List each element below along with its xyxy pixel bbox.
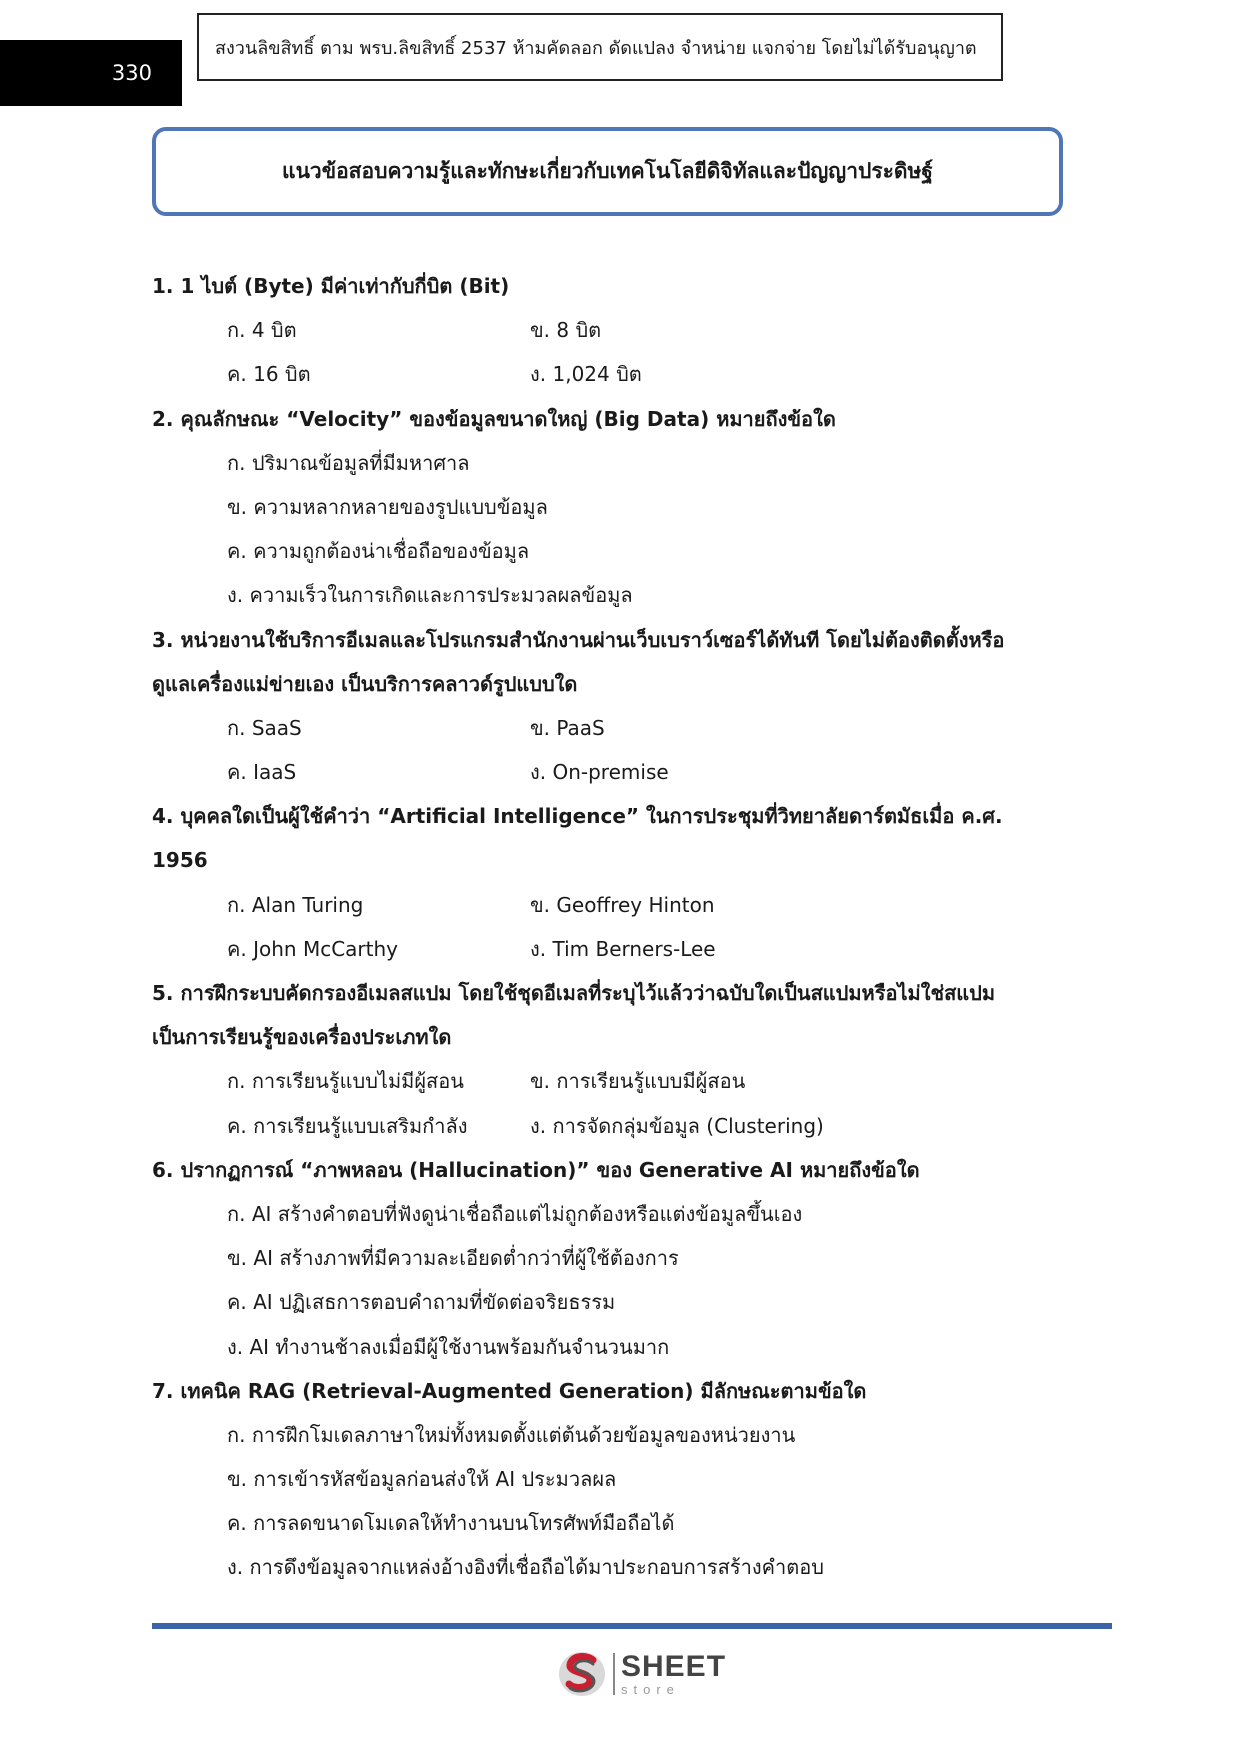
question-text-continued: เป็นการเรียนรู้ของเครื่องประเภทใด (152, 1025, 452, 1050)
option-d: ง. การดึงข้อมูลจากแหล่งอ้างอิงที่เชื่อถือได้มาประกอบการสร้างคำตอบ (227, 1555, 824, 1580)
question-5 (152, 971, 1072, 1148)
option-a: ก. AI สร้างคำตอบที่ฟังดูน่าเชื่อถือแต่ไม่ถูกต้องหรือแต่งข้อมูลขึ้นเอง (227, 1201, 803, 1226)
option-a: ก. Alan Turing (227, 892, 364, 917)
question-text: 4. บุคคลใดเป็นผู้ใช้คำว่า “Artificial Intelligence” ในการประชุมที่วิทยาลัยดาร์ตมัธเมื่อ ค.ศ. (152, 804, 1003, 829)
option-a: ก. ปริมาณข้อมูลที่มีมหาศาล (227, 450, 470, 475)
logo-name: SHEET (621, 1650, 727, 1683)
question-text: 6. ปรากฏการณ์ “ภาพหลอน (Hallucination)” ของ Generative AI หมายถึงข้อใด (152, 1157, 920, 1182)
logo-separator (613, 1653, 615, 1695)
option-c: ค. IaaS (227, 760, 297, 785)
question-1 (152, 264, 1072, 397)
question-text: 1. 1 ไบต์ (Byte) มีค่าเท่ากับกี่บิต (Bit) (152, 274, 510, 298)
option-c: ค. การเรียนรู้แบบเสริมกำลัง (227, 1113, 468, 1138)
question-4 (152, 794, 1072, 971)
option-b: ข. PaaS (530, 715, 605, 740)
logo-subtitle: store (621, 1682, 680, 1697)
option-d: ง. Tim Berners-Lee (530, 936, 716, 961)
question-text-continued: ดูแลเครื่องแม่ข่ายเอง เป็นบริการคลาวด์รูปแบบใด (152, 671, 578, 696)
question-6 (152, 1148, 1072, 1369)
option-b: ข. การเข้ารหัสข้อมูลก่อนส่งให้ AI ประมวลผล (227, 1467, 617, 1492)
question-2 (152, 397, 1072, 618)
sheet-store-logo (557, 1646, 732, 1702)
page-number: 330 (0, 40, 182, 106)
option-d: ง. On-premise (530, 760, 669, 785)
option-c: ค. ความถูกต้องน่าเชื่อถือของข้อมูล (227, 539, 530, 564)
option-b: ข. AI สร้างภาพที่มีความละเอียดต่ำกว่าที่ผู้ใช้ต้องการ (227, 1246, 679, 1271)
option-c: ค. การลดขนาดโมเดลให้ทำงานบนโทรศัพท์มือถือได้ (227, 1511, 675, 1536)
option-b: ข. การเรียนรู้แบบมีผู้สอน (530, 1069, 746, 1094)
option-c: ค. AI ปฏิเสธการตอบคำถามที่ขัดต่อจริยธรรม (227, 1290, 616, 1315)
question-7 (152, 1369, 1072, 1590)
option-b: ข. 8 บิต (530, 318, 602, 343)
option-b: ข. Geoffrey Hinton (530, 892, 715, 917)
sheet-store-s-logo-icon (557, 1648, 607, 1700)
question-3 (152, 618, 1072, 795)
question-text: 2. คุณลักษณะ “Velocity” ของข้อมูลขนาดใหญ่ (Big Data) หมายถึงข้อใด (152, 406, 836, 431)
option-c: ค. John McCarthy (227, 936, 398, 961)
question-text: 7. เทคนิค RAG (Retrieval-Augmented Generation) มีลักษณะตามข้อใด (152, 1378, 867, 1403)
question-text: 5. การฝึกระบบคัดกรองอีเมลสแปม โดยใช้ชุดอีเมลที่ระบุไว้แล้วว่าฉบับใดเป็นสแปมหรือไม่ใช่สแปม (152, 981, 996, 1005)
option-d: ง. 1,024 บิต (530, 362, 642, 387)
option-a: ก. SaaS (227, 715, 302, 740)
option-c: ค. 16 บิต (227, 362, 311, 387)
copyright-notice: สงวนลิขสิทธิ์ ตาม พรบ.ลิขสิทธิ์ 2537 ห้ามคัดลอก ดัดแปลง จำหน่าย แจกจ่าย โดยไม่ได้รับอนุญาต (197, 13, 1003, 81)
question-text: 3. หน่วยงานใช้บริการอีเมลและโปรแกรมสำนักงานผ่านเว็บเบราว์เซอร์ได้ทันที โดยไม่ต้องติดตั้งหรือ (152, 627, 1005, 652)
section-title: แนวข้อสอบความรู้และทักษะเกี่ยวกับเทคโนโลยีดิจิทัลและปัญญาประดิษฐ์ (152, 127, 1063, 216)
footer-divider (152, 1623, 1112, 1629)
option-a: ก. 4 บิต (227, 318, 297, 343)
option-a: ก. การเรียนรู้แบบไม่มีผู้สอน (227, 1069, 464, 1094)
option-a: ก. การฝึกโมเดลภาษาใหม่ทั้งหมดตั้งแต่ต้นด้วยข้อมูลของหน่วยงาน (227, 1422, 796, 1447)
option-b: ข. ความหลากหลายของรูปแบบข้อมูล (227, 494, 548, 519)
option-d: ง. AI ทำงานช้าลงเมื่อมีผู้ใช้งานพร้อมกันจำนวนมาก (227, 1334, 670, 1359)
option-d: ง. การจัดกลุ่มข้อมูล (Clustering) (530, 1113, 824, 1138)
option-d: ง. ความเร็วในการเกิดและการประมวลผลข้อมูล (227, 583, 633, 608)
question-text-continued: 1956 (152, 848, 208, 873)
question-list (152, 264, 1072, 1590)
